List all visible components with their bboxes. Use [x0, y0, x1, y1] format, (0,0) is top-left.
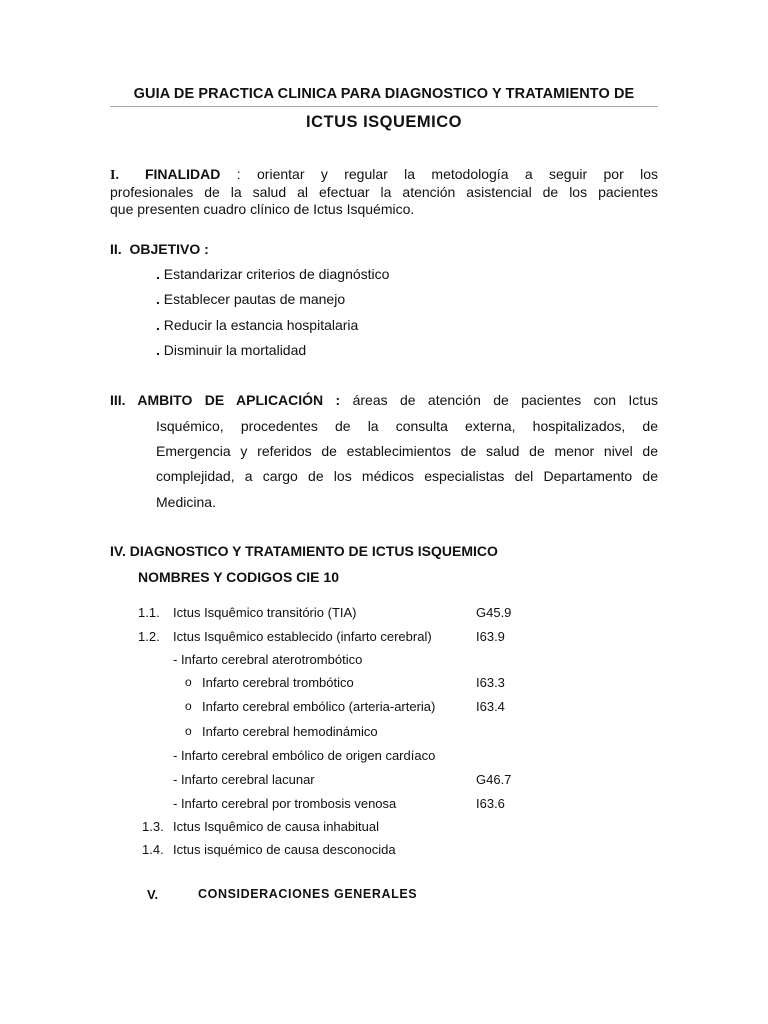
bullet-o-icon: o — [185, 724, 192, 738]
section-4-heading: IV. DIAGNOSTICO Y TRATAMIENTO DE ICTUS ISQUEMICO — [110, 543, 498, 559]
section-1-line-3: que presenten cuadro clínico de Ictus Isquémico. — [110, 201, 415, 217]
section-1-heading: FINALIDAD — [144, 166, 221, 182]
code-row-num: 1.2. — [138, 629, 160, 644]
section-1-line-2: profesionales de la salud al efectuar la atención asistencial de los pacientes — [110, 184, 658, 200]
section-1-finalidad — [110, 166, 658, 218]
document-title-line2: ICTUS ISQUEMICO — [305, 113, 462, 131]
code-row-text: Infarto cerebral embólico (arteria-arteria) — [202, 699, 436, 714]
document-title-line1: GUIA DE PRACTICA CLINICA PARA DIAGNOSTICO Y TRATAMIENTO DE — [133, 86, 635, 102]
code-row-text: - Infarto cerebral lacunar — [173, 772, 315, 787]
section-2-heading: OBJETIVO : — [129, 241, 209, 257]
icd-code: G45.9 — [476, 605, 512, 620]
code-row-num: 1.3. — [142, 819, 164, 834]
section-1-text-1: : orientar y regular la metodología a seguir por los — [236, 166, 658, 182]
section-3-line-3: Emergencia y referidos de establecimientos de salud de menor nivel de — [156, 443, 658, 459]
section-1-line-1 — [110, 166, 658, 184]
code-row-text: Ictus Isquêmico de causa inhabitual — [173, 819, 379, 834]
code-row-text: Infarto cerebral trombótico — [202, 675, 354, 690]
code-row-num: 1.1. — [138, 605, 160, 620]
bullet-o-icon: o — [185, 675, 192, 689]
section-4-subheading: NOMBRES Y CODIGOS CIE 10 — [138, 569, 339, 585]
objective-item: . Disminuir la mortalidad — [156, 342, 307, 358]
section-5-heading: CONSIDERACIONES GENERALES — [198, 887, 418, 901]
code-row-text: Infarto cerebral hemodinámico — [202, 724, 378, 739]
section-1-number: I. — [110, 168, 119, 183]
section-3-line-5: Medicina. — [156, 494, 216, 510]
bullet-o-icon: o — [185, 699, 192, 713]
section-2-number: II — [110, 241, 118, 257]
section-3-line-2: Isquémico, procedentes de la consulta externa, hospitalizados, de — [156, 418, 658, 434]
code-row-text: Ictus Isquêmico establecido (infarto cerebral) — [173, 629, 432, 644]
objective-item: . Estandarizar criterios de diagnóstico — [156, 266, 390, 282]
code-row-text: - Infarto cerebral por trombosis venosa — [173, 796, 397, 811]
section-3-line-4: complejidad, a cargo de los médicos especialistas del Departamento de — [156, 468, 658, 484]
icd-code: I63.9 — [476, 629, 505, 644]
code-row-num: 1.4. — [142, 842, 164, 857]
code-row-text: - Infarto cerebral embólico de origen cardíaco — [173, 748, 436, 763]
section-2-heading-row: II. OBJETIVO : — [110, 241, 209, 257]
title-divider — [110, 106, 658, 107]
code-row-text: Ictus Isquêmico transitório (TIA) — [173, 605, 357, 620]
icd-code: I63.6 — [476, 796, 505, 811]
objective-item: . Establecer pautas de manejo — [156, 291, 346, 307]
icd-code: G46.7 — [476, 772, 512, 787]
objective-item: . Reducir la estancia hospitalaria — [156, 317, 359, 333]
icd-code: I63.4 — [476, 699, 505, 714]
icd-code: I63.3 — [476, 675, 505, 690]
code-row-text: - Infarto cerebral aterotrombótico — [173, 652, 363, 667]
section-3-heading: III. AMBITO DE APLICACIÓN : — [110, 392, 341, 408]
section-3-line-1: III. AMBITO DE APLICACIÓN : áreas de atención de pacientes con Ictus — [110, 392, 658, 408]
code-row-text: Ictus isquémico de causa desconocida — [173, 842, 396, 857]
section-5-number: V. — [147, 887, 159, 902]
